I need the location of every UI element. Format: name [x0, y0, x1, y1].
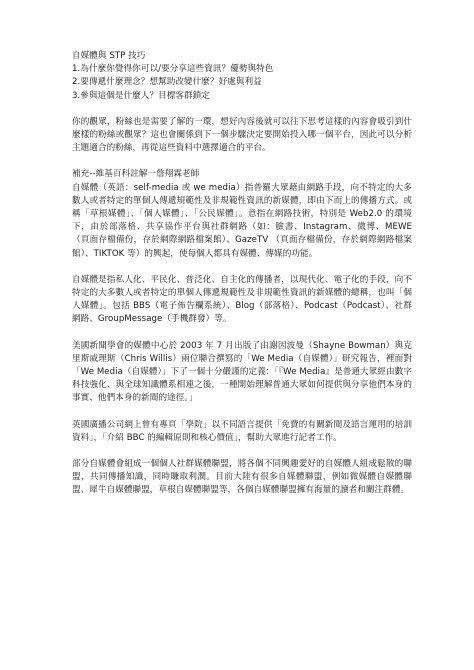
document-page [72, 50, 412, 498]
stp-heading-section [72, 50, 412, 103]
paragraph: 自媒體是指私人化、平民化、普泛化、自主化的傳播者，以現代化、電子化的手段，向不特定的大多數人或者特定的單個人傳遞規範性及非規範性資訊的新媒體的總稱，也叫「個人媒體」。包括 BBS（電子佈告欄系統）、Blog（部落格）、Podcast（Podcast）、社群網路、GroupMessage（手機群發）等。 [72, 274, 412, 325]
characteristics-section [72, 274, 412, 327]
paragraph: 美國新聞學會的媒體中心於 2003 年 7 月出版了由謝因波曼（Shayne Bowman）與克里斯威理斯（Chris Willis）兩位聯合撰寫的「We Media（自媒體）」研究報告，裡面對「We Media（自媒體）」下了一個十分嚴謹的定義：「『We Media』是普通大眾經由數字科技強化、與全球知識體系相連之後，一種開始理解普通大眾如何提供與分享他們本身的事實、他們本身的新聞的途徑。」 [72, 340, 412, 404]
paragraph: 部分自媒體會組成一個個人社群媒體聯盟，將各個不同興趣愛好的自媒體人組成鬆散的聯盟，共同傳播知識，同時賺取利潤。目前大陸有很多自媒體聯盟，例如微媒體自媒體聯盟、犀牛自媒體聯盟，草根自媒體聯盟等，各個自媒體聯盟擁有海量的讀者和關注群體。 [72, 459, 412, 496]
definition-section [72, 168, 412, 260]
list-item: 3.參與這個是什麼人？目標客群鎖定 [72, 90, 210, 101]
supplement-title: 補充--維基百科註解一詹翔霖老師 [72, 169, 200, 180]
section-title: 自媒體與 STP 技巧 [72, 51, 146, 61]
paragraph: 英國廣播公司網上曾有專頁「學院」以不同語言提供「免費的有關新聞及語言運用的培訓資料」，「介紹 BBC 的編輯原則和核心價值」，幫助大眾進行記者工作。 [72, 419, 412, 443]
alliance-section [72, 458, 412, 498]
paragraph: 你的觀眾，粉絲也是需要了解的一環，想好內容後就可以往下思考這樣的內容會吸引到什麼樣的粉絲或觀眾？這也會關係到下一個步驟決定要開始投入哪一個平台，因此可以分析主題適合的粉絲，再從這些資料中選擇適合的平台。 [72, 116, 412, 154]
paragraph: 自媒體（英語：self-media 或 we media）指普羅大眾藉由網路手段，向不特定的大多數人或者特定的單個人傳遞規範性及非規範性資訊的新媒體，即由下而上的傳播方式。或稱「草根媒體」、「個人媒體」、「公民媒體」。意指在網路技術，特別是 Web2.0 的環境下，由於部落格、共享協作平台與社群網路（如：臉書、Instagram、微博、MEWE （頁面存檔備份，存於網際網路檔案館）、GazeTV （頁面存檔備份，存於網際網路檔案館）、TIKTOK 等）的興起，使每個人都具有媒體、傳媒的功能。 [72, 182, 412, 259]
history-section [72, 340, 412, 406]
list-item: 2.要傳遞什麼理念？想幫助改變什麼？好處與利益 [72, 77, 262, 88]
bbc-section [72, 419, 412, 445]
viewers-paragraph-section [72, 116, 412, 156]
list-item: 1.為什麼你覺得你可以/要分享這些資訊？優勢與特色 [72, 64, 274, 75]
